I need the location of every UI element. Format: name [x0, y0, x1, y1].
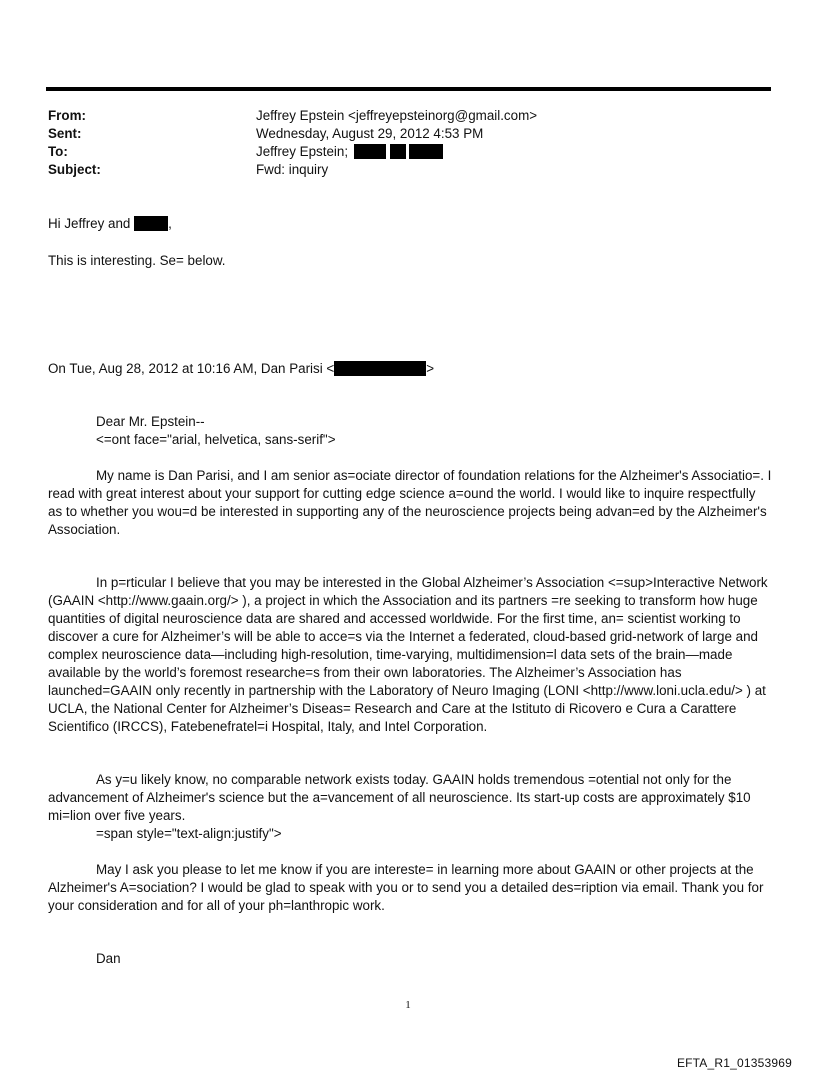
paragraph-4: May I ask you please to let me know if you are intereste= in learning more about GAAIN or other projects at the Alzheimer's A=sociation? I would be glad to speak with you or to send you a detailed des=ription via email. Thank you for your consideration and for all of your ph=lanthropic work. [48, 862, 764, 913]
to-value-wrap [256, 143, 443, 161]
greeting-line [48, 215, 772, 233]
from-label: From: [48, 108, 86, 123]
greeting-text: Hi Jeffrey and [48, 216, 131, 231]
redaction-block [354, 144, 386, 159]
greeting-suffix: , [168, 216, 172, 231]
redaction-block [134, 216, 168, 231]
subject-label: Subject: [48, 162, 101, 177]
to-value: Jeffrey Epstein; [256, 144, 349, 159]
to-label: To: [48, 144, 68, 159]
quote-prefix: On Tue, Aug 28, 2012 at 10:16 AM, Dan Parisi < [48, 361, 335, 376]
from-value: Jeffrey Epstein <jeffreyepsteinorg@gmail.com> [256, 108, 538, 123]
salutation: Dear Mr. Epstein-- [96, 414, 205, 429]
quote-suffix: > [426, 361, 435, 376]
sent-value: Wednesday, August 29, 2012 4:53 PM [256, 126, 484, 141]
redaction-block [390, 144, 406, 159]
bates-number: EFTA_R1_01353969 [676, 1056, 792, 1070]
header-rule [46, 87, 771, 91]
font-tag-text: <=ont face="arial, helvetica, sans-serif"> [96, 432, 336, 447]
redaction-block [334, 361, 426, 376]
quote-line [48, 360, 772, 378]
paragraph-3: As y=u likely know, no comparable network exists today. GAAIN holds tremendous =otential not only for the advancement of Alzheimer's science but the a=vancement of all neuroscience. Its start-up costs are approximately $10 mi=lion over five years. [48, 772, 751, 823]
paragraph-1: My name is Dan Parisi, and I am senior as=ociate director of foundation relations for the Alzheimer's Associatio=. I read with great interest about your support for cutting edge science a=ound the world. I would like to inquire respectfully as to whether you wou=d be interested in supporting any of the neuroscience projects being advan=ed by the Alzheimer's Association. [48, 468, 772, 537]
redaction-block [409, 144, 443, 159]
signature: Dan [96, 951, 121, 966]
page-number: 1 [405, 999, 411, 1011]
paragraph-2: In p=rticular I believe that you may be interested in the Global Alzheimer’s Association <=sup>Interactive Network (GAAIN <http://www.gaain.org/> ), a project in which the Association and its partners =re seeking to transform how huge quantities of digital neuroscience data are shared and accessed worldwide. For the first time, an= scientist working to discover a cure for Alzheimer’s will be able to acce=s via the Internet a federated, cloud-based grid-network of large and complex neuroscience data—including high-resolution, time-varying, multidimension=l data sets of the brain—made available by the world’s foremost researche=s from their own laboratories. The Alzheimer’s Association has launched=GAAIN only recently in partnership with the Laboratory of Neuro Imaging (LONI <http://www.loni.ucla.edu/> ) at UCLA, the National Center for Alzheimer’s Diseas= Research and Care at the Istituto di Ricovero e Cura a Carattere Scientifico (IRCCS), Fatebenefratel=i Hospital, Italy, and Intel Corporation. [48, 575, 768, 734]
subject-value: Fwd: inquiry [256, 162, 329, 177]
sent-label: Sent: [48, 126, 82, 141]
span-tag-text: =span style="text-align:justify"> [96, 826, 282, 841]
intro-text: This is interesting. Se= below. [48, 253, 226, 268]
